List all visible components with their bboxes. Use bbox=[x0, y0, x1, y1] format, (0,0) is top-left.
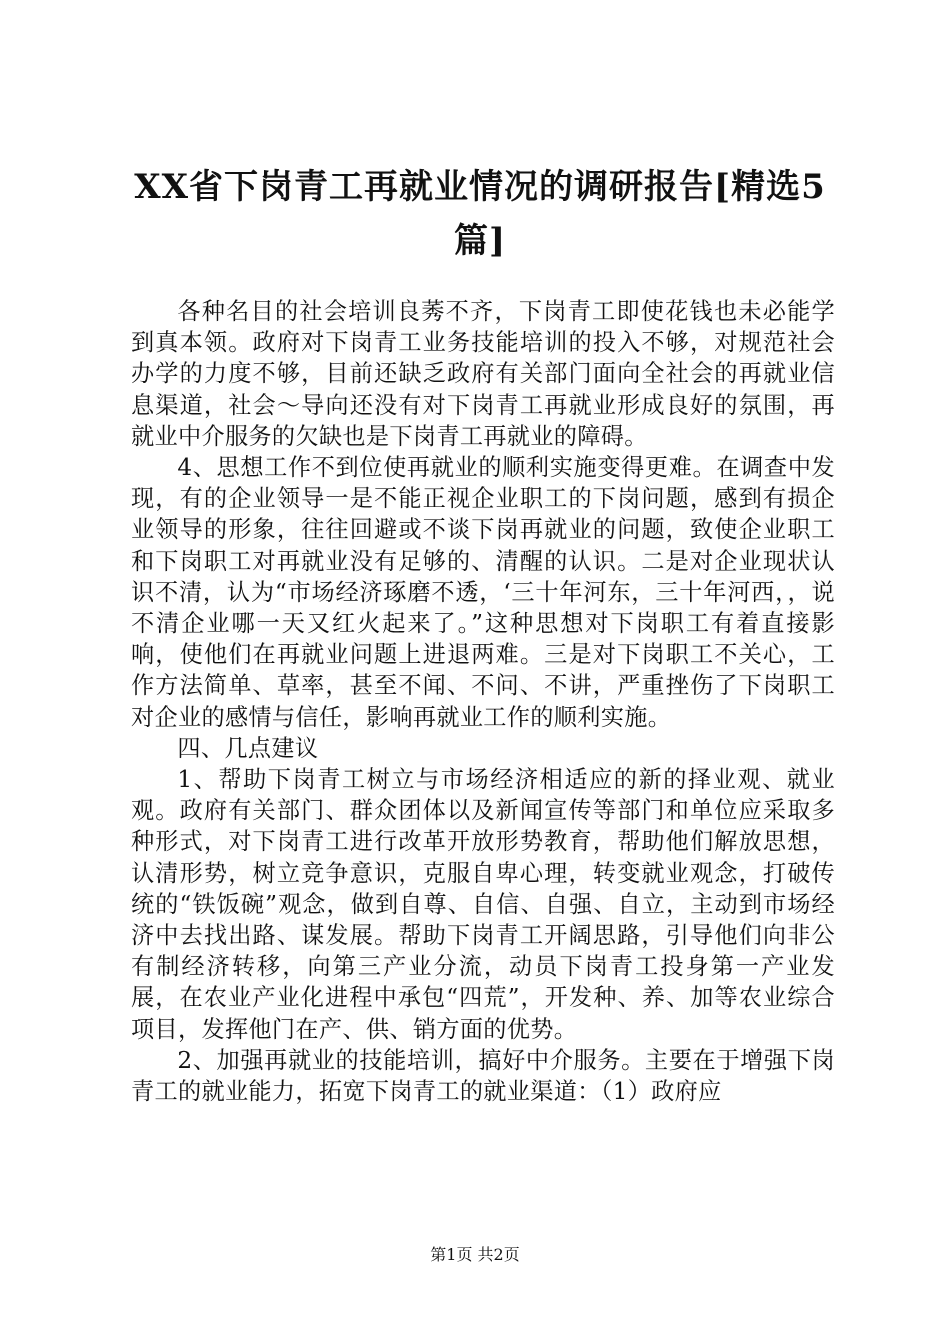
body-paragraph: 2、加强再就业的技能培训，搞好中介服务。主要在于增强下岗青工的就业能力，拓宽下岗青工的就业渠道：（1）政府应 bbox=[131, 1046, 835, 1106]
body-paragraph: 各种名目的社会培训良莠不齐，下岗青工即使花钱也未必能学到真本领。政府对下岗青工业务技能培训的投入不够，对规范社会办学的力度不够，目前还缺乏政府有关部门面向全社会的再就业信息渠道，社会～导向还没有对下岗青工再就业形成良好的氛围，再就业中介服务的欠缺也是下岗青工再就业的障碍。 bbox=[131, 298, 835, 450]
document-title: XX省下岗青工再就业情况的调研报告[精选5篇] bbox=[134, 167, 826, 261]
body-paragraph: 1、帮助下岗青工树立与市场经济相适应的新的择业观、就业观。政府有关部门、群众团体以及新闻宣传等部门和单位应采取多种形式，对下岗青工进行改革开放形势教育，帮助他们解放思想，认清形势，树立竞争意识，克服自卑心理，转变就业观念，打破传统的“铁饭碗”观念，做到自尊、自信、自强、自立，主动到市场经济中去找出路、谋发展。帮助下岗青工开阔思路，引导他们向非公有制经济转移，向第三产业分流，动员下岗青工投身第一产业发展，在农业产业化进程中承包“四荒”，开发种、养、加等农业综合项目，发挥他门在产、供、销方面的优势。 bbox=[131, 766, 835, 1043]
page-number-footer: 第1页 共2页 bbox=[430, 1245, 520, 1264]
document-body bbox=[131, 296, 835, 1107]
body-paragraph: 4、思想工作不到位使再就业的顺利实施变得更难。在调查中发现，有的企业领导一是不能正视企业职工的下岗问题，感到有损企业领导的形象，往往回避或不谈下岗再就业的问题，致使企业职工和下岗职工对再就业没有足够的、清醒的认识。二是对企业现状认识不清，认为“市场经济琢磨不透，‘三十年河东，三十年河西，，说不清企业哪一天又红火起来了。”这种思想对下岗职工有着直接影响，使他们在再就业问题上进退两难。三是对下岗职工不关心，工作方法简单、草率，甚至不闻、不问、不讲，严重挫伤了下岗职工对企业的感情与信任，影响再就业工作的顺利实施。 bbox=[131, 454, 835, 731]
section-heading: 四、几点建议 bbox=[177, 734, 319, 762]
